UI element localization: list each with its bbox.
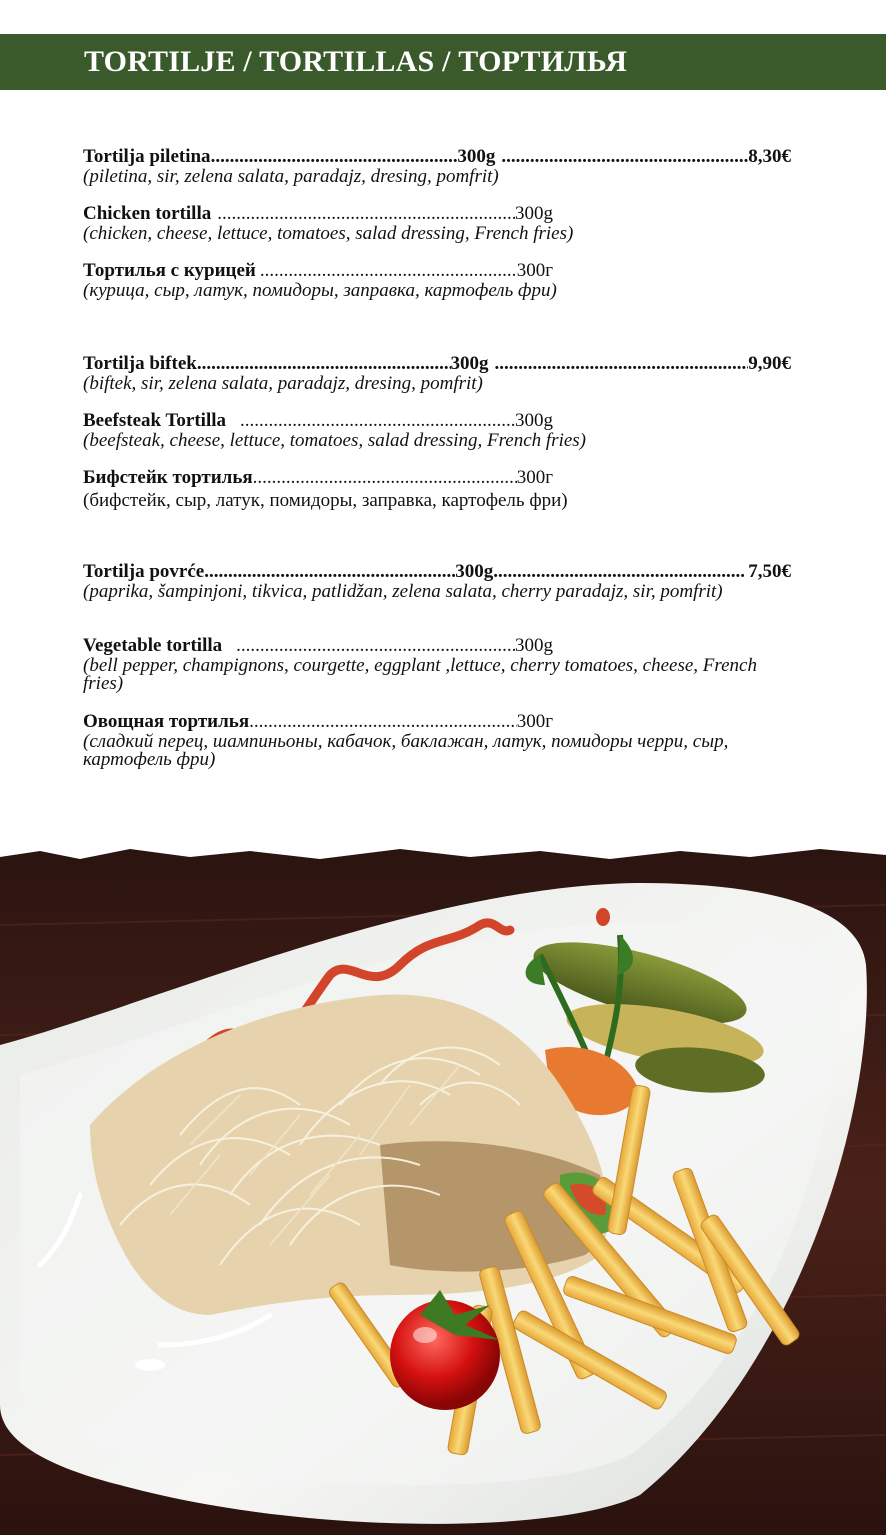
- item-description: (beefsteak, cheese, lettuce, tomatoes, salad dressing, French fries): [83, 430, 587, 451]
- item-description: (сладкий перец, шампиньоны, кабачок, баклажан, латук, помидоры черри, сыр, картофель фри): [83, 731, 729, 770]
- item-line: [83, 467, 553, 489]
- item-description: (chicken, cheese, lettuce, tomatoes, salad dressing, French fries): [83, 223, 574, 244]
- item-name: Vegetable tortilla: [83, 635, 223, 656]
- item-weight: 300g: [455, 561, 494, 582]
- menu-item: [83, 203, 791, 243]
- item-description: (бифстейк, сыр, латук, помидоры, заправка, картофель фри): [83, 490, 568, 511]
- item-line: [83, 561, 791, 583]
- item-line: [83, 260, 553, 282]
- menu-item: [83, 146, 791, 186]
- page-title: TORTILJE / TORTILLAS / ТОРТИЛЬЯ: [84, 45, 628, 78]
- dot-leader: [253, 467, 517, 489]
- item-weight: 300g: [457, 146, 496, 167]
- item-name: Овощная тортилья: [83, 711, 250, 732]
- item-name: Chicken tortilla: [83, 203, 212, 224]
- menu-item: [83, 410, 791, 450]
- item-line: [83, 410, 553, 432]
- dot-leader: [217, 203, 515, 225]
- item-weight: 300г: [516, 711, 553, 732]
- menu-item: [83, 467, 791, 510]
- menu-item: [83, 635, 791, 693]
- dot-leader: [249, 711, 517, 733]
- item-name: Tortilja povrće: [83, 561, 205, 582]
- item-price: 7,50€: [748, 561, 791, 582]
- item-weight: 300g: [515, 635, 553, 656]
- dot-leader: [236, 635, 515, 657]
- item-name: Бифстейк тортилья: [83, 467, 253, 488]
- item-weight: 300г: [516, 260, 553, 281]
- item-weight: 300g: [515, 203, 553, 224]
- item-line: [83, 203, 553, 225]
- dot-leader: [204, 561, 455, 583]
- item-description: (biftek, sir, zelena salata, paradajz, dresing, pomfrit): [83, 373, 483, 394]
- item-description: (paprika, šampinjoni, tikvica, patlidžan, zelena salata, cherry paradajz, sir, pomfrit): [83, 581, 723, 602]
- dot-leader: [260, 260, 517, 282]
- dot-leader: [211, 146, 458, 168]
- item-weight: 300g: [450, 353, 489, 374]
- item-description: (курица, сыр, латук, помидоры, заправка, картофель фри): [83, 280, 557, 301]
- item-weight: 300g: [515, 410, 553, 431]
- item-name: Tortilja biftek: [83, 353, 197, 374]
- item-name: Beefsteak Tortilla: [83, 410, 227, 431]
- item-line: [83, 353, 791, 375]
- item-description: (bell pepper, champignons, courgette, eggplant ,lettuce, cherry tomatoes, cheese, French fries): [83, 655, 757, 694]
- menu-item: [83, 711, 791, 769]
- item-line: [83, 635, 553, 657]
- dot-leader: [493, 561, 744, 583]
- food-photo: [0, 845, 886, 1535]
- menu-item: [83, 353, 791, 393]
- menu-item: [83, 260, 791, 300]
- dot-leader: [197, 353, 451, 375]
- item-weight: 300г: [516, 467, 553, 488]
- dot-leader: [495, 353, 749, 375]
- item-name: Тортилья с курицей: [83, 260, 256, 281]
- item-price: 8,30€: [748, 146, 791, 167]
- item-price: 9,90€: [748, 353, 791, 374]
- dot-leader: [240, 410, 515, 432]
- item-line: [83, 711, 553, 733]
- item-name: Tortilja piletina: [83, 146, 211, 167]
- tortilla-plate-illustration: [0, 845, 886, 1535]
- menu-item: [83, 561, 791, 601]
- dot-leader: [501, 146, 748, 168]
- item-line: [83, 146, 791, 168]
- item-description: (piletina, sir, zelena salata, paradajz, dresing, pomfrit): [83, 166, 499, 187]
